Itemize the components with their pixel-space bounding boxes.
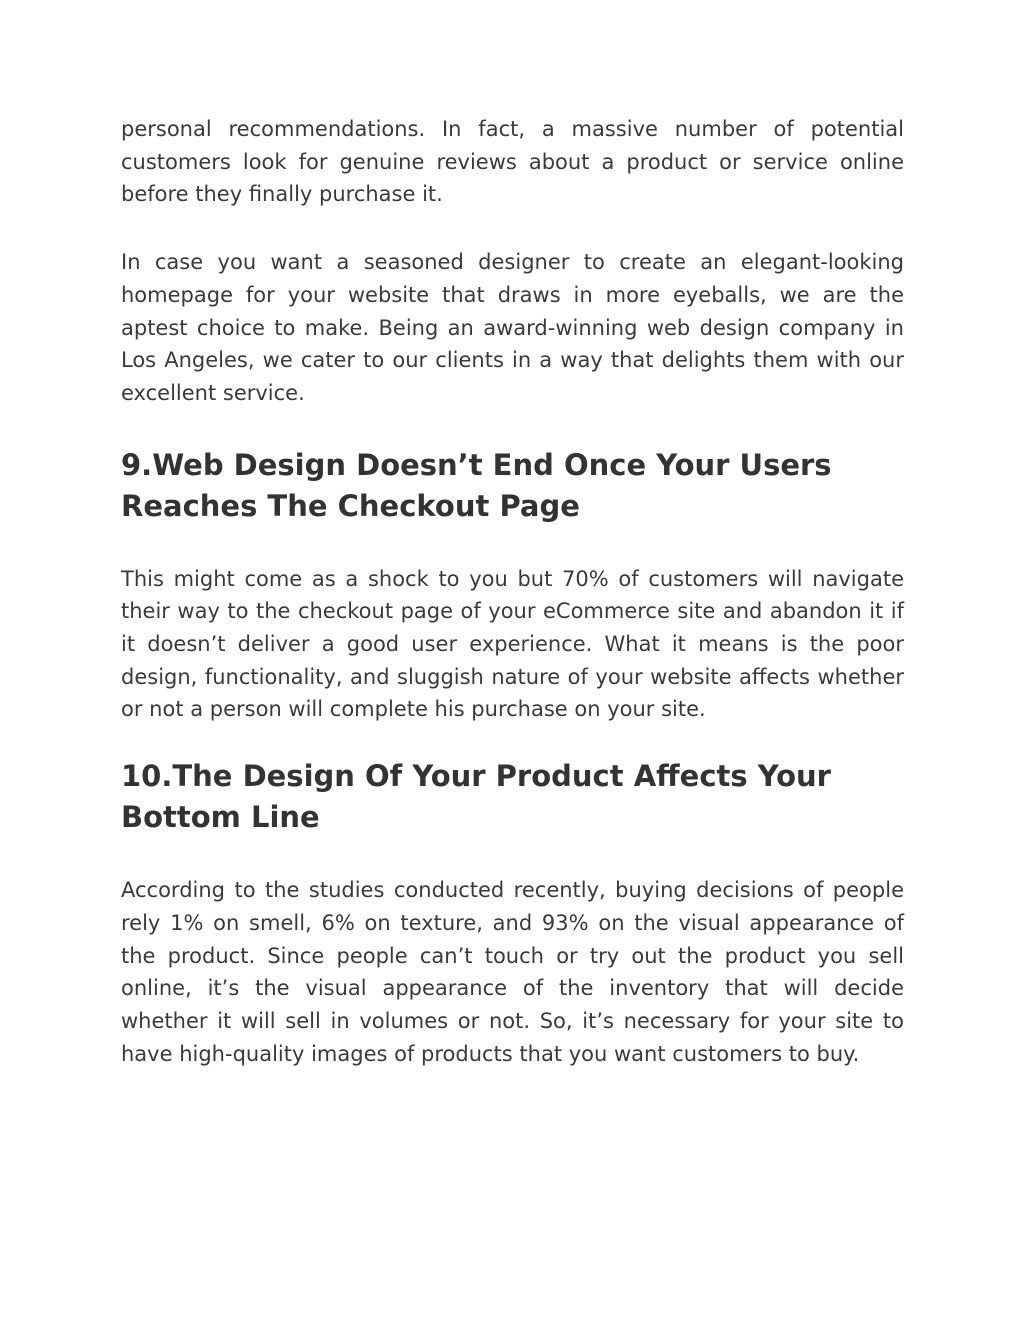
body-paragraph: In case you want a seasoned designer to create an elegant-looking homepage for your website that draws in more eyeballs, we are the aptest choice to make. Being an award-winning web design company in Los Angeles, we cater to our clients in a way that delights them with our excellent service. [121, 250, 904, 405]
document-page [121, 113, 904, 1070]
body-paragraph: This might come as a shock to you but 70% of customers will navigate their way to the checkout page of your eCommerce site and abandon it if it doesn’t deliver a good user experience. What it means is the poor design, functionality, and sluggish nature of your website affects whether or not a person will complete his purchase on your site. [121, 566, 904, 722]
body-paragraph: According to the studies conducted recently, buying decisions of people rely 1% on smell, 6% on texture, and 93% on the visual appearance of the product. Since people can’t touch or try out the product you sell online, it’s the visual appearance of the inventory that will decide whether it will sell in volumes or not. So, it’s necessary for your site to have high-quality images of products that you want customers to buy. [121, 878, 904, 1066]
section-heading: 9.Web Design Doesn’t End Once Your Users Reaches The Checkout Page [121, 447, 832, 523]
section-heading: 10.The Design Of Your Product Affects Your Bottom Line [121, 759, 831, 835]
body-paragraph: personal recommendations. In fact, a massive number of potential customers look for genuine reviews about a product or service online before they finally purchase it. [121, 117, 904, 207]
